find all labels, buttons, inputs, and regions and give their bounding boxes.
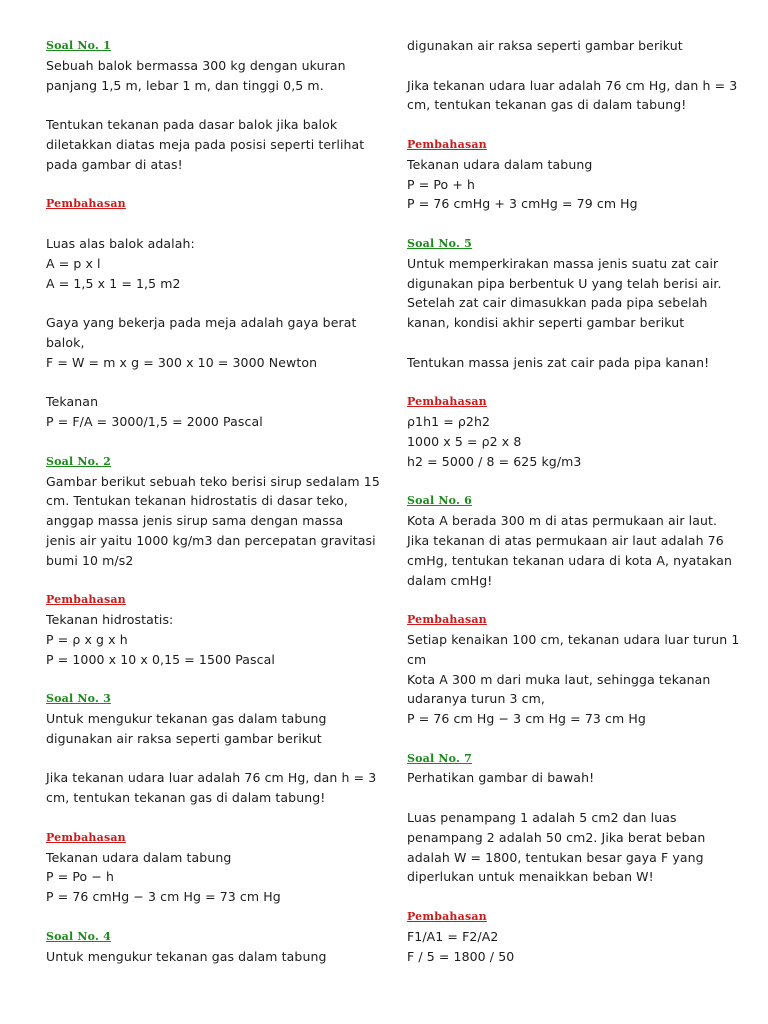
- blank-line: [407, 788, 737, 808]
- text-line: Tentukan tekanan pada dasar balok jika balok: [46, 117, 338, 133]
- text-line: Sebuah balok bermassa 300 kg dengan ukuran: [46, 57, 346, 73]
- blank-line: [407, 56, 737, 76]
- blank-line: [46, 293, 376, 313]
- question-heading: Soal No. 4: [46, 929, 111, 943]
- blank-line: [46, 808, 376, 828]
- solution-heading: Pembahasan: [407, 137, 487, 151]
- text-line: Jika tekanan di atas permukaan air laut adalah 76: [407, 532, 724, 548]
- blank-line: [46, 749, 376, 769]
- text-line: adalah W = 1800, tentukan besar gaya F yang: [407, 849, 704, 865]
- text-line: kanan, kondisi akhir seperti gambar berikut: [407, 315, 685, 331]
- text-line: Untuk mengukur tekanan gas dalam tabung: [46, 711, 327, 727]
- text-line: digunakan air raksa seperti gambar berikut: [407, 38, 683, 53]
- blank-line: [46, 95, 376, 115]
- blank-line: [407, 214, 737, 234]
- text-line: Gaya yang bekerja pada meja adalah gaya berat: [46, 315, 357, 331]
- blank-line: [407, 373, 737, 393]
- text-line: P = 76 cmHg + 3 cmHg = 79 cm Hg: [407, 196, 638, 212]
- text-line: Kota A berada 300 m di atas permukaan air laut.: [407, 513, 718, 529]
- blank-line: [46, 373, 376, 393]
- solution-heading: Pembahasan: [407, 395, 487, 409]
- solution-heading: Pembahasan: [46, 197, 126, 211]
- text-line: h2 = 5000 / 8 = 625 kg/m3: [407, 453, 582, 469]
- blank-line: [407, 729, 737, 749]
- text-line: dalam cmHg!: [407, 572, 493, 588]
- text-line: Perhatikan gambar di bawah!: [407, 770, 595, 786]
- text-line: Kota A 300 m dari muka laut, sehingga tekanan: [407, 671, 711, 687]
- text-line: P = 76 cm Hg − 3 cm Hg = 73 cm Hg: [407, 711, 646, 727]
- blank-line: [407, 115, 737, 135]
- text-line: diletakkan diatas meja pada posisi seperti terlihat: [46, 136, 365, 152]
- text-line: Tekanan udara dalam tabung: [46, 849, 232, 865]
- text-line: penampang 2 adalah 50 cm2. Jika berat beban: [407, 829, 706, 845]
- text-line: Setelah zat cair dimasukkan pada pipa sebelah: [407, 295, 708, 311]
- text-line: diperlukan untuk menaikkan beban W!: [407, 869, 654, 885]
- text-line: Untuk mengukur tekanan gas dalam tabung: [46, 948, 327, 964]
- blank-line: [46, 571, 376, 591]
- text-line: Tentukan massa jenis zat cair pada pipa kanan!: [407, 354, 710, 370]
- solution-heading: Pembahasan: [46, 830, 126, 844]
- blank-line: [46, 175, 376, 195]
- text-line: panjang 1,5 m, lebar 1 m, dan tinggi 0,5 m.: [46, 77, 324, 93]
- blank-line: [407, 333, 737, 353]
- text-line: A = 1,5 x 1 = 1,5 m2: [46, 275, 181, 291]
- text-line: P = Po + h: [407, 176, 476, 192]
- text-line: A = p x l: [46, 255, 101, 271]
- blank-line: [407, 472, 737, 492]
- text-line: udaranya turun 3 cm,: [407, 691, 545, 707]
- text-line: digunakan air raksa seperti gambar berikut: [46, 730, 322, 746]
- text-line: cm, tentukan tekanan gas di dalam tabung!: [46, 790, 326, 806]
- text-line: Untuk memperkirakan massa jenis suatu zat cair: [407, 255, 719, 271]
- blank-line: [46, 670, 376, 690]
- text-line: F1/A1 = F2/A2: [407, 928, 499, 944]
- text-line: cmHg, tentukan tekanan udara di kota A, nyatakan: [407, 552, 733, 568]
- question-heading: Soal No. 3: [46, 692, 111, 706]
- blank-line: [407, 887, 737, 907]
- text-line: P = Po − h: [46, 869, 115, 885]
- text-line: P = F/A = 3000/1,5 = 2000 Pascal: [46, 414, 263, 430]
- text-line: Tekanan: [46, 394, 99, 410]
- text-line: Setiap kenaikan 100 cm, tekanan udara luar turun 1: [407, 631, 740, 647]
- text-line: Gambar berikut sebuah teko berisi sirup sedalam 15: [46, 473, 380, 489]
- blank-line: [46, 214, 376, 234]
- question-heading: Soal No. 7: [407, 751, 472, 765]
- text-line: P = 76 cmHg − 3 cm Hg = 73 cm Hg: [46, 889, 281, 905]
- left-column: [46, 36, 380, 966]
- solution-heading: Pembahasan: [46, 593, 126, 607]
- question-heading: Soal No. 6: [407, 494, 472, 508]
- text-line: anggap massa jenis sirup sama dengan massa: [46, 513, 344, 529]
- text-line: pada gambar di atas!: [46, 156, 183, 172]
- text-line: digunakan pipa berbentuk U yang telah berisi air.: [407, 275, 722, 291]
- text-line: Jika tekanan udara luar adalah 76 cm Hg, dan h = 3: [46, 770, 377, 786]
- question-heading: Soal No. 1: [46, 39, 111, 52]
- text-line: cm. Tentukan tekanan hidrostatis di dasar teko,: [46, 493, 349, 509]
- text-line: bumi 10 m/s2: [46, 552, 134, 568]
- right-column: [407, 36, 740, 966]
- text-line: Jika tekanan udara luar adalah 76 cm Hg, dan h = 3: [407, 77, 738, 93]
- solution-heading: Pembahasan: [407, 613, 487, 627]
- text-line: 1000 x 5 = ρ2 x 8: [407, 433, 522, 449]
- text-line: F = W = m x g = 300 x 10 = 3000 Newton: [46, 354, 318, 370]
- text-line: balok,: [46, 334, 85, 350]
- text-line: F / 5 = 1800 / 50: [407, 948, 515, 964]
- text-line: jenis air yaitu 1000 kg/m3 dan percepatan gravitasi: [46, 532, 376, 548]
- text-line: Luas penampang 1 adalah 5 cm2 dan luas: [407, 810, 677, 826]
- text-line: Tekanan hidrostatis:: [46, 612, 174, 628]
- question-heading: Soal No. 5: [407, 236, 472, 250]
- text-line: P = 1000 x 10 x 0,15 = 1500 Pascal: [46, 651, 275, 667]
- text-line: cm: [407, 651, 427, 667]
- question-heading: Soal No. 2: [46, 454, 111, 468]
- text-line: P = ρ x g x h: [46, 631, 128, 647]
- blank-line: [46, 432, 376, 452]
- text-line: cm, tentukan tekanan gas di dalam tabung!: [407, 97, 687, 113]
- text-line: Tekanan udara dalam tabung: [407, 156, 593, 172]
- text-line: Luas alas balok adalah:: [46, 235, 195, 251]
- text-line: ρ1h1 = ρ2h2: [407, 414, 491, 430]
- solution-heading: Pembahasan: [407, 910, 487, 924]
- blank-line: [407, 590, 737, 610]
- blank-line: [46, 907, 376, 927]
